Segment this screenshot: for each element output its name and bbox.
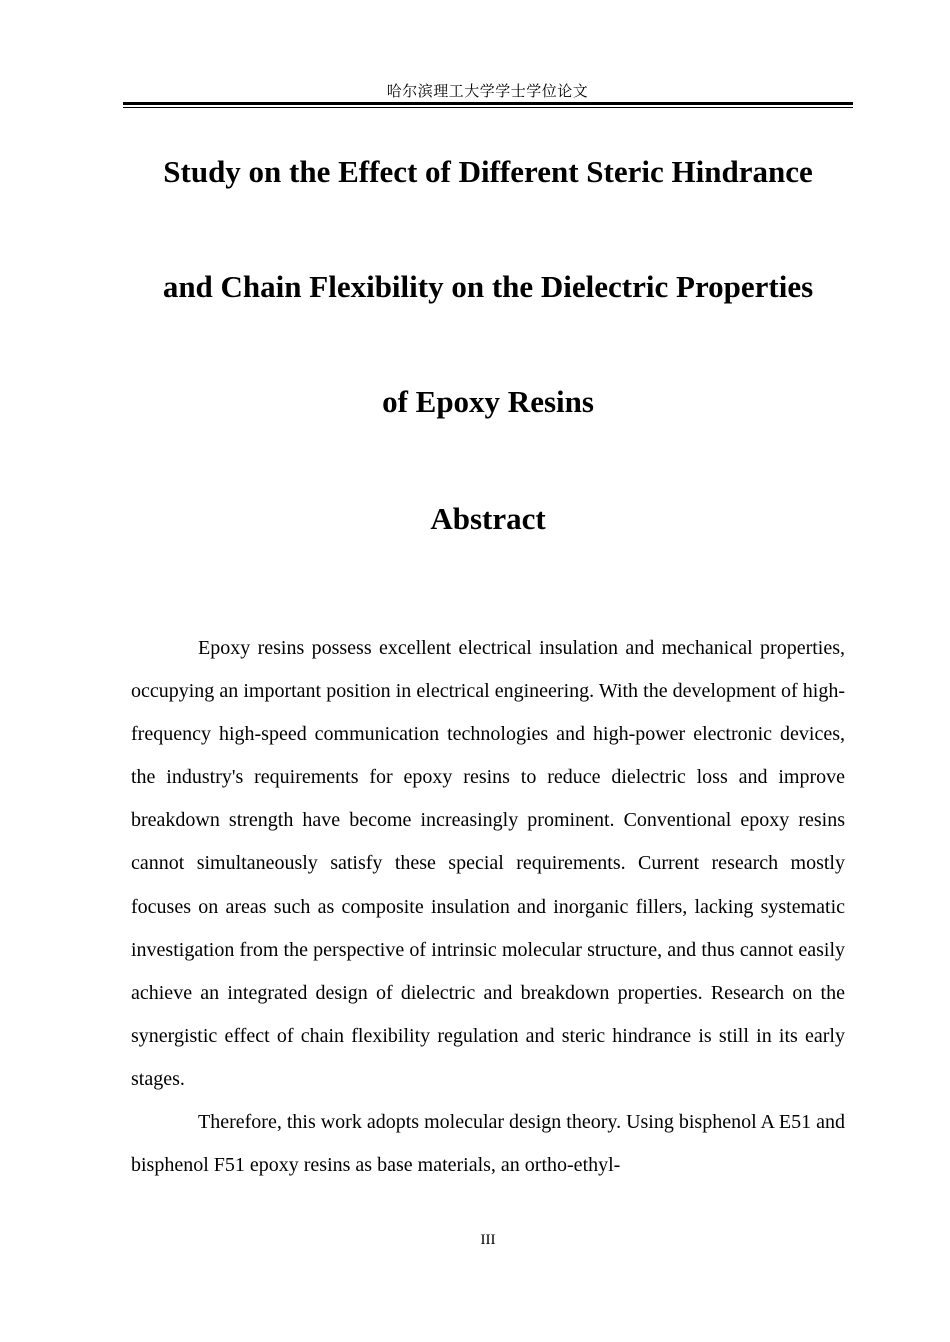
abstract-paragraph: Therefore, this work adopts molecular design theory. Using bisphenol A E51 and bisphenol F51 epoxy resins as base materials, an ortho-ethyl- [131, 1111, 845, 1177]
abstract-paragraph: Epoxy resins possess excellent electrical insulation and mechanical properties, occupying an important position in electrical engineering. With the development of high-frequency high-speed communication technologies and high-power electronic devices, the industry's requirements for epoxy resins to reduce dielectric loss and improve breakdown strength have become increasingly prominent. Conventional epoxy resins cannot simultaneously satisfy these special requirements. Current research mostly focuses on areas such as composite insulation and inorganic fillers, lacking systematic investigation from the perspective of intrinsic molecular structure, and thus cannot easily achieve an integrated design of dielectric and breakdown properties. Research on the synergistic effect of chain flexibility regulation and steric hindrance is still in its early stages. [131, 637, 845, 1090]
title-line-2: and Chain Flexibility on the Dielectric Properties [162, 269, 814, 304]
abstract-body [131, 627, 845, 1187]
running-header: 哈尔滨理工大学学士学位论文 [386, 82, 589, 100]
header-rule-thick [123, 102, 853, 105]
abstract-heading: Abstract [430, 501, 546, 536]
title-line-3: of Epoxy Resins [382, 384, 594, 419]
page-number: III [480, 1232, 496, 1248]
title-line-1: Study on the Effect of Different Steric Hindrance [163, 154, 813, 189]
header-rule-thin [123, 107, 853, 108]
